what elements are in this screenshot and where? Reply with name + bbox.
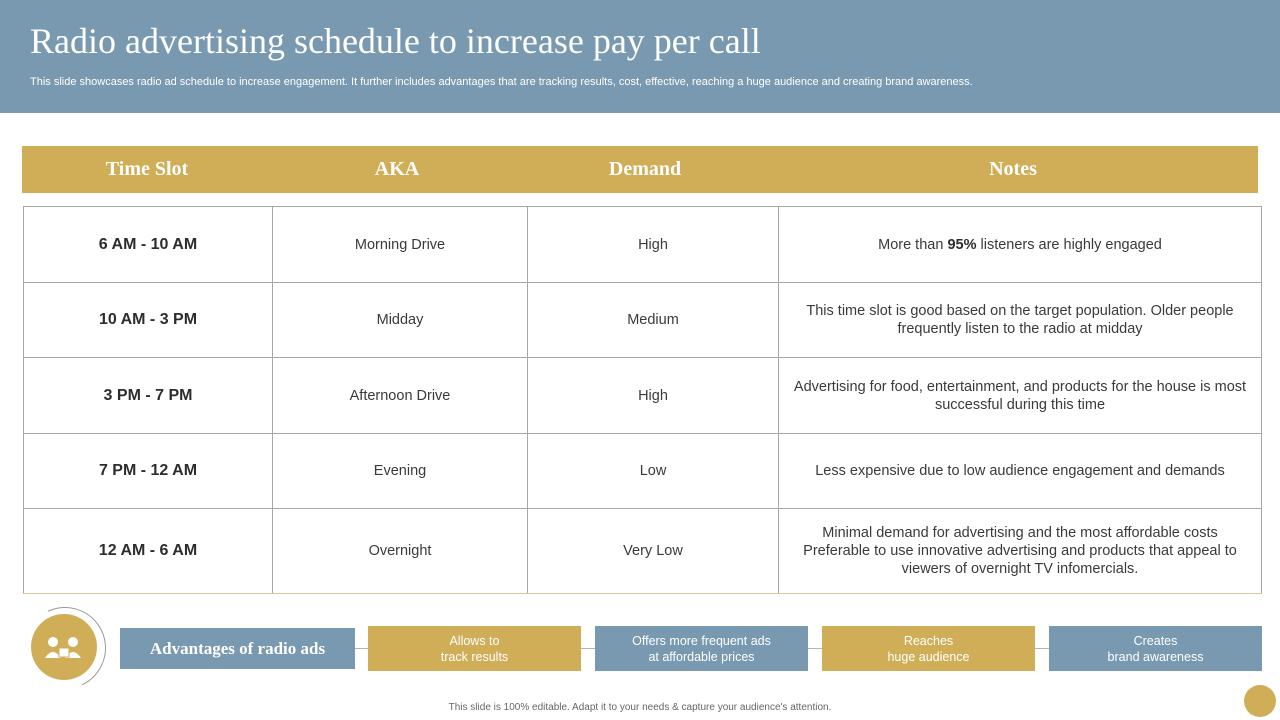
header-aka: AKA xyxy=(374,158,420,180)
notes-cell: This time slot is good based on the target population. Older people frequently listen to the radio at midday xyxy=(779,283,1262,358)
notes-highlight: 95% xyxy=(947,236,977,253)
header-notes: Notes xyxy=(989,158,1037,180)
aka-cell: Midday xyxy=(273,283,528,358)
time-slot-cell: 3 PM - 7 PM xyxy=(24,358,273,434)
advantage-text: Offers more frequent ads at affordable prices xyxy=(632,633,771,664)
audience-icon xyxy=(31,614,97,680)
advantage-text: Allows to track results xyxy=(440,633,509,664)
notes-text: More than xyxy=(878,236,948,253)
aka-cell: Afternoon Drive xyxy=(273,358,528,434)
table-row xyxy=(24,434,1262,509)
advantage-box xyxy=(595,626,808,671)
table-header xyxy=(22,146,1258,193)
page-subtitle: This slide showcases radio ad schedule to increase engagement. It further includes advantages that are tracking results, cost, effective, reaching a huge audience and creating brand awareness. xyxy=(30,76,973,88)
demand-cell: Low xyxy=(528,434,779,509)
table-row xyxy=(24,358,1262,434)
notes-cell: Advertising for food, entertainment, and products for the house is most successful during this time xyxy=(779,358,1262,434)
time-slot-cell: 6 AM - 10 AM xyxy=(24,207,273,283)
notes-cell xyxy=(779,207,1262,283)
people-icon xyxy=(31,614,97,680)
page-title: Radio advertising schedule to increase pay per call xyxy=(30,21,761,61)
demand-cell: High xyxy=(528,358,779,434)
aka-cell: Overnight xyxy=(273,509,528,594)
header-time-slot: Time Slot xyxy=(105,158,189,180)
table-row xyxy=(24,207,1262,283)
notes-cell: Less expensive due to low audience engagement and demands xyxy=(779,434,1262,509)
advantage-box xyxy=(368,626,581,671)
advantage-text: Creates brand awareness xyxy=(1107,633,1204,664)
notes-cell: Minimal demand for advertising and the most affordable costs Preferable to use innovative advertising and products that appeal to viewers of overnight TV infomercials. xyxy=(779,509,1262,594)
aka-cell: Evening xyxy=(273,434,528,509)
notes-text: listeners are highly engaged xyxy=(976,236,1162,253)
header-demand: Demand xyxy=(608,158,682,180)
advantage-box xyxy=(1049,626,1262,671)
demand-cell: Very Low xyxy=(528,509,779,594)
time-slot-cell: 7 PM - 12 AM xyxy=(24,434,273,509)
time-slot-cell: 12 AM - 6 AM xyxy=(24,509,273,594)
decorative-dot xyxy=(1244,685,1276,717)
header-banner xyxy=(0,0,1280,113)
table-row xyxy=(24,509,1262,594)
advantage-box xyxy=(822,626,1035,671)
footer-note: This slide is 100% editable. Adapt it to your needs & capture your audience's attention. xyxy=(448,702,832,713)
demand-cell: High xyxy=(528,207,779,283)
aka-cell: Morning Drive xyxy=(273,207,528,283)
schedule-table xyxy=(23,206,1262,594)
table-row xyxy=(24,283,1262,358)
advantages-title: Advantages of radio ads xyxy=(120,628,355,669)
demand-cell: Medium xyxy=(528,283,779,358)
time-slot-cell: 10 AM - 3 PM xyxy=(24,283,273,358)
advantage-text: Reaches huge audience xyxy=(887,633,970,664)
